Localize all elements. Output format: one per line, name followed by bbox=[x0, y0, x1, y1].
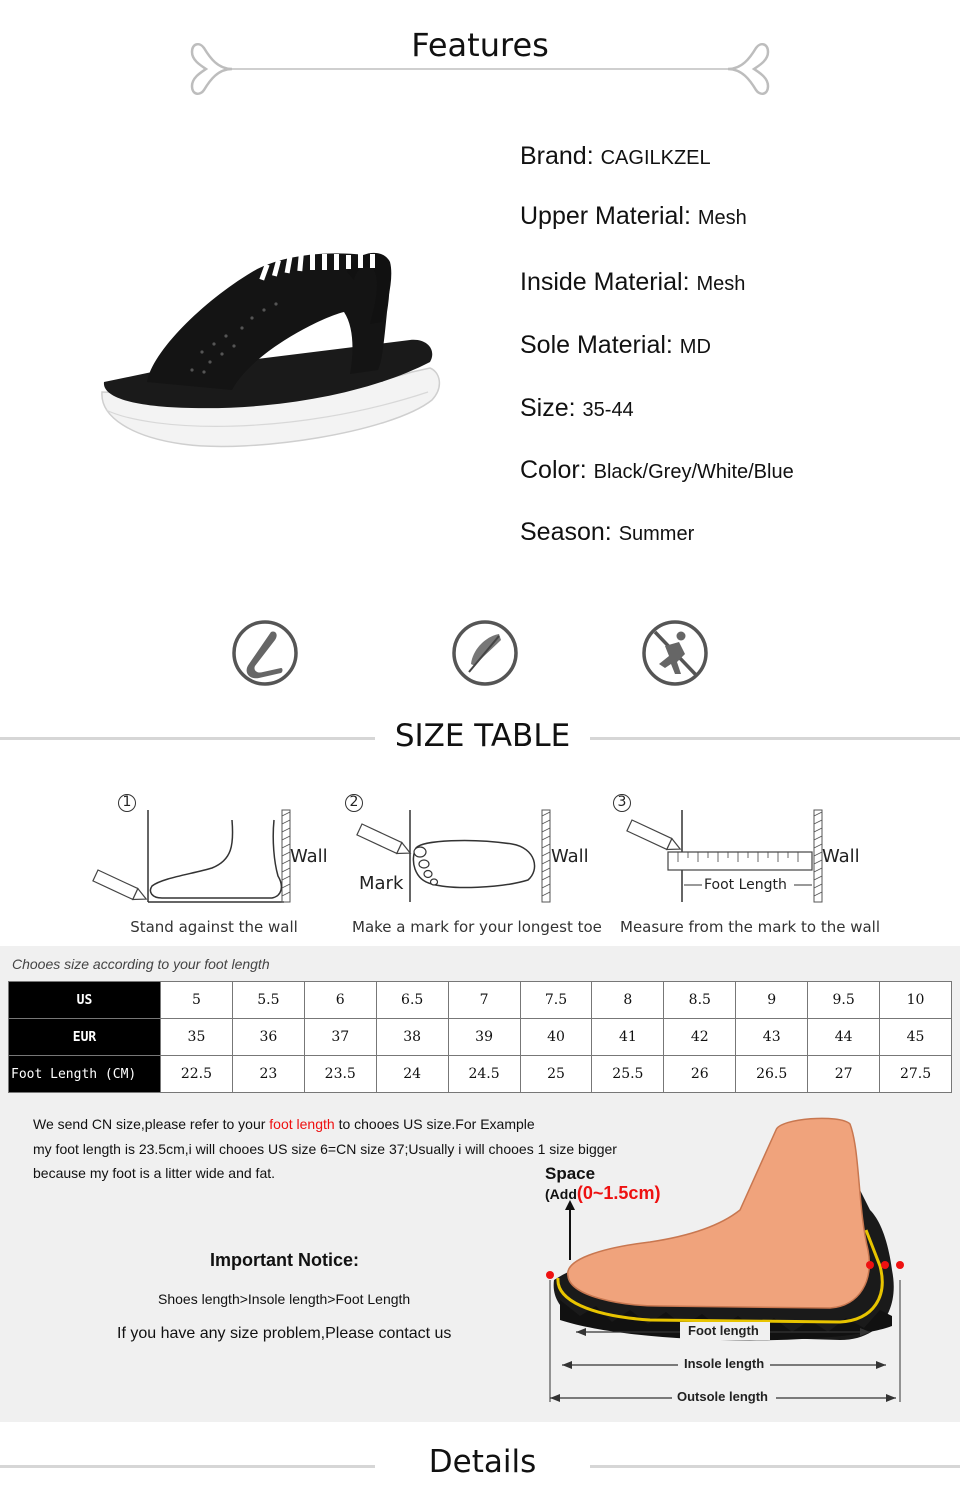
table-cell: 6 bbox=[304, 982, 376, 1019]
spec-brand bbox=[520, 142, 711, 171]
details-divider-left bbox=[0, 1465, 375, 1468]
insole-length-label: Insole length bbox=[684, 1356, 765, 1371]
table-cell: 45 bbox=[880, 1019, 952, 1056]
size-choose-note: Chooes size according to your foot length bbox=[12, 956, 270, 972]
heart-ornament-right-icon bbox=[722, 40, 772, 98]
details-divider-right bbox=[590, 1465, 960, 1468]
features-title: Features bbox=[411, 26, 549, 64]
table-cell: 22.5 bbox=[161, 1056, 233, 1093]
table-cell: 7 bbox=[448, 982, 520, 1019]
step-number: 2 bbox=[345, 794, 363, 812]
details-title: Details bbox=[428, 1444, 537, 1480]
table-cell: 37 bbox=[304, 1019, 376, 1056]
advice-highlight: foot length bbox=[269, 1116, 335, 1132]
table-cell: 36 bbox=[232, 1019, 304, 1056]
spec-value: Mesh bbox=[697, 207, 747, 229]
table-row bbox=[9, 1019, 952, 1056]
table-cell: 9 bbox=[736, 982, 808, 1019]
table-cell: 24 bbox=[376, 1056, 448, 1093]
table-cell: 38 bbox=[376, 1019, 448, 1056]
flexible-sole-icon bbox=[231, 618, 299, 688]
spec-value: 35-44 bbox=[582, 399, 634, 421]
step-number: 1 bbox=[118, 794, 136, 812]
spec-label: Sole Material: bbox=[520, 331, 680, 359]
spec-label: Season: bbox=[520, 518, 619, 546]
step2-caption: Make a mark for your longest toe bbox=[352, 918, 602, 936]
table-cell: 44 bbox=[808, 1019, 880, 1056]
table-cell: 42 bbox=[664, 1019, 736, 1056]
spec-label: Brand: bbox=[520, 142, 601, 170]
notice-contact: If you have any size problem,Please contact us bbox=[117, 1325, 452, 1342]
row-header-eur: EUR bbox=[9, 1019, 161, 1056]
heart-ornament-left-icon bbox=[188, 40, 238, 98]
table-cell: 27 bbox=[808, 1056, 880, 1093]
spec-value: MD bbox=[679, 336, 711, 358]
row-header-foot-length: Foot Length (CM) bbox=[9, 1056, 161, 1093]
features-divider bbox=[228, 68, 732, 70]
foot-length-label: Foot length bbox=[688, 1323, 759, 1338]
step-number: 3 bbox=[613, 794, 631, 812]
advice-line-1-text: We send CN size,please refer to your bbox=[33, 1116, 270, 1132]
step2-mark-label: Mark bbox=[359, 873, 404, 894]
table-cell: 23.5 bbox=[304, 1056, 376, 1093]
notice-length-order: Shoes length>Insole length>Foot Length bbox=[158, 1291, 411, 1307]
step1-caption: Stand against the wall bbox=[130, 918, 298, 936]
table-cell: 25.5 bbox=[592, 1056, 664, 1093]
step3-foot-length-label: Foot Length bbox=[704, 877, 787, 893]
step2-wall-label: Wall bbox=[551, 846, 589, 867]
spec-value: Mesh bbox=[696, 273, 746, 295]
table-cell: 23 bbox=[232, 1056, 304, 1093]
sandal-product-image bbox=[92, 232, 448, 452]
step3-caption: Measure from the mark to the wall bbox=[620, 918, 881, 936]
row-header-us: US bbox=[9, 982, 161, 1019]
advice-line-2: my foot length is 23.5cm,i will chooes US size 6=CN size 37;Usually i will chooes 1 size bigger bbox=[33, 1140, 617, 1157]
spec-color bbox=[520, 456, 794, 485]
spec-label: Inside Material: bbox=[520, 268, 697, 296]
space-add-label bbox=[545, 1183, 660, 1204]
spec-inside-material bbox=[520, 268, 745, 297]
table-row bbox=[9, 1056, 952, 1093]
advice-line-1-end: to chooes US size.For Example bbox=[334, 1116, 535, 1132]
table-cell: 40 bbox=[520, 1019, 592, 1056]
table-cell: 39 bbox=[448, 1019, 520, 1056]
size-table-divider-left bbox=[0, 737, 375, 740]
features-header bbox=[0, 0, 960, 110]
spec-label: Size: bbox=[520, 394, 583, 422]
table-cell: 43 bbox=[736, 1019, 808, 1056]
size-table-title: SIZE TABLE bbox=[394, 718, 571, 754]
table-cell: 26 bbox=[664, 1056, 736, 1093]
outsole-length-label: Outsole length bbox=[677, 1389, 768, 1404]
anti-slip-icon bbox=[641, 618, 709, 688]
table-row bbox=[9, 982, 952, 1019]
table-cell: 26.5 bbox=[736, 1056, 808, 1093]
spec-value: Black/Grey/White/Blue bbox=[593, 461, 794, 483]
space-add-value: (0~1.5cm) bbox=[576, 1183, 661, 1203]
spec-sole-material bbox=[520, 331, 711, 360]
table-cell: 9.5 bbox=[808, 982, 880, 1019]
table-cell: 5 bbox=[161, 982, 233, 1019]
feather-light-icon bbox=[451, 618, 519, 688]
step3-wall-label: Wall bbox=[822, 846, 860, 867]
table-cell: 10 bbox=[880, 982, 952, 1019]
table-cell: 5.5 bbox=[232, 982, 304, 1019]
space-label: Space bbox=[545, 1164, 596, 1183]
table-cell: 35 bbox=[161, 1019, 233, 1056]
step1-wall-label: Wall bbox=[290, 846, 328, 867]
spec-upper-material bbox=[520, 202, 747, 231]
size-table bbox=[8, 981, 952, 1093]
table-cell: 8 bbox=[592, 982, 664, 1019]
space-add-prefix: (Add bbox=[545, 1186, 577, 1202]
size-table-divider-right bbox=[590, 737, 960, 740]
table-cell: 25 bbox=[520, 1056, 592, 1093]
notice-title: Important Notice: bbox=[210, 1250, 360, 1270]
table-cell: 41 bbox=[592, 1019, 664, 1056]
spec-size bbox=[520, 394, 634, 423]
table-cell: 24.5 bbox=[448, 1056, 520, 1093]
spec-season bbox=[520, 518, 694, 547]
spec-label: Color: bbox=[520, 456, 594, 484]
spec-value: CAGILKZEL bbox=[600, 147, 711, 169]
table-cell: 6.5 bbox=[376, 982, 448, 1019]
table-cell: 7.5 bbox=[520, 982, 592, 1019]
spec-label: Upper Material: bbox=[520, 202, 698, 230]
spec-value: Summer bbox=[618, 523, 695, 545]
table-cell: 8.5 bbox=[664, 982, 736, 1019]
table-cell: 27.5 bbox=[880, 1056, 952, 1093]
advice-line-3: because my foot is a litter wide and fat. bbox=[33, 1165, 276, 1181]
